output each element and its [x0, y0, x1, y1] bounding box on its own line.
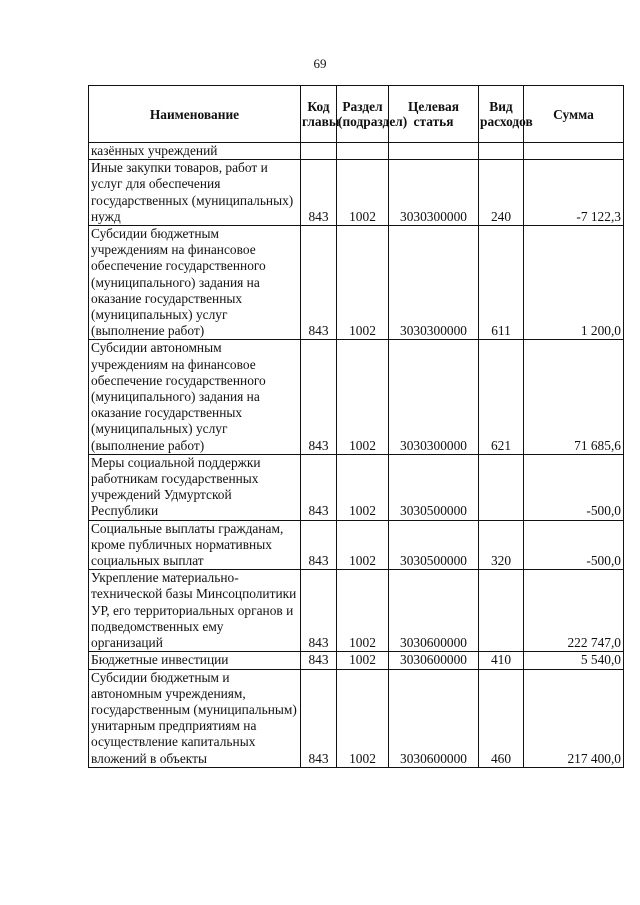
row-target: 3030500000	[389, 454, 479, 520]
row-chapter: 843	[301, 160, 337, 226]
row-name: казённых учреждений	[89, 143, 301, 160]
budget-table	[88, 85, 624, 768]
table-row	[89, 226, 624, 340]
row-name: Бюджетные инвестиции	[89, 652, 301, 669]
row-amount: 222 747,0	[524, 570, 624, 652]
row-section: 1002	[337, 340, 389, 454]
row-target: 3030600000	[389, 669, 479, 767]
table-body	[89, 143, 624, 768]
row-expense: 410	[479, 652, 524, 669]
row-chapter: 843	[301, 652, 337, 669]
row-amount: -500,0	[524, 454, 624, 520]
row-target: 3030300000	[389, 226, 479, 340]
row-expense	[479, 570, 524, 652]
table-row	[89, 454, 624, 520]
row-chapter: 843	[301, 570, 337, 652]
row-expense: 320	[479, 520, 524, 570]
row-amount: 71 685,6	[524, 340, 624, 454]
row-section	[337, 143, 389, 160]
row-target: 3030300000	[389, 160, 479, 226]
row-expense	[479, 143, 524, 160]
row-amount	[524, 143, 624, 160]
header-section: Раздел (подраздел)	[337, 86, 389, 143]
row-section: 1002	[337, 226, 389, 340]
row-amount: 1 200,0	[524, 226, 624, 340]
row-target: 3030600000	[389, 570, 479, 652]
table-row	[89, 160, 624, 226]
page-number: 69	[313, 56, 327, 71]
table-row	[89, 652, 624, 669]
row-section: 1002	[337, 570, 389, 652]
row-amount: -500,0	[524, 520, 624, 570]
table-row	[89, 143, 624, 160]
table-row	[89, 669, 624, 767]
row-target: 3030300000	[389, 340, 479, 454]
row-expense: 621	[479, 340, 524, 454]
row-name: Укрепление материально-технической базы Минсоцполитики УР, его территориальных органов и подведомственных ему организаций	[89, 570, 301, 652]
row-section: 1002	[337, 652, 389, 669]
row-name: Субсидии бюджетным учреждениям на финансовое обеспечение государственного (муниципального) задания на оказание государственных (муниципальных) услуг (выполнение работ)	[89, 226, 301, 340]
row-chapter: 843	[301, 669, 337, 767]
row-amount: 217 400,0	[524, 669, 624, 767]
row-name: Субсидии бюджетным и автономным учреждениям, государственным (муниципальным) унитарным предприятиям на осуществление капитальных вложений в объекты	[89, 669, 301, 767]
row-chapter: 843	[301, 226, 337, 340]
row-expense: 240	[479, 160, 524, 226]
row-chapter: 843	[301, 454, 337, 520]
header-amount: Сумма	[524, 86, 624, 143]
row-name: Меры социальной поддержки работникам государственных учреждений Удмуртской Республики	[89, 454, 301, 520]
header-target: Целевая статья	[389, 86, 479, 143]
row-chapter	[301, 143, 337, 160]
row-target: 3030500000	[389, 520, 479, 570]
row-section: 1002	[337, 520, 389, 570]
row-section: 1002	[337, 160, 389, 226]
row-name: Иные закупки товаров, работ и услуг для обеспечения государственных (муниципальных) нужд	[89, 160, 301, 226]
table-row	[89, 340, 624, 454]
row-amount: 5 540,0	[524, 652, 624, 669]
row-chapter: 843	[301, 340, 337, 454]
table-row	[89, 520, 624, 570]
row-section: 1002	[337, 454, 389, 520]
row-target	[389, 143, 479, 160]
table-header	[89, 86, 624, 143]
row-target: 3030600000	[389, 652, 479, 669]
row-chapter: 843	[301, 520, 337, 570]
row-name: Социальные выплаты гражданам, кроме публичных нормативных социальных выплат	[89, 520, 301, 570]
table-row	[89, 570, 624, 652]
header-chapter: Код главы	[301, 86, 337, 143]
row-name: Субсидии автономным учреждениям на финансовое обеспечение государственного (муниципального) задания на оказание государственных (муниципальных) услуг (выполнение работ)	[89, 340, 301, 454]
row-expense: 611	[479, 226, 524, 340]
row-section: 1002	[337, 669, 389, 767]
header-expense: Вид расходов	[479, 86, 524, 143]
row-amount: -7 122,3	[524, 160, 624, 226]
row-expense	[479, 454, 524, 520]
row-expense: 460	[479, 669, 524, 767]
header-name: Наименование	[89, 86, 301, 143]
